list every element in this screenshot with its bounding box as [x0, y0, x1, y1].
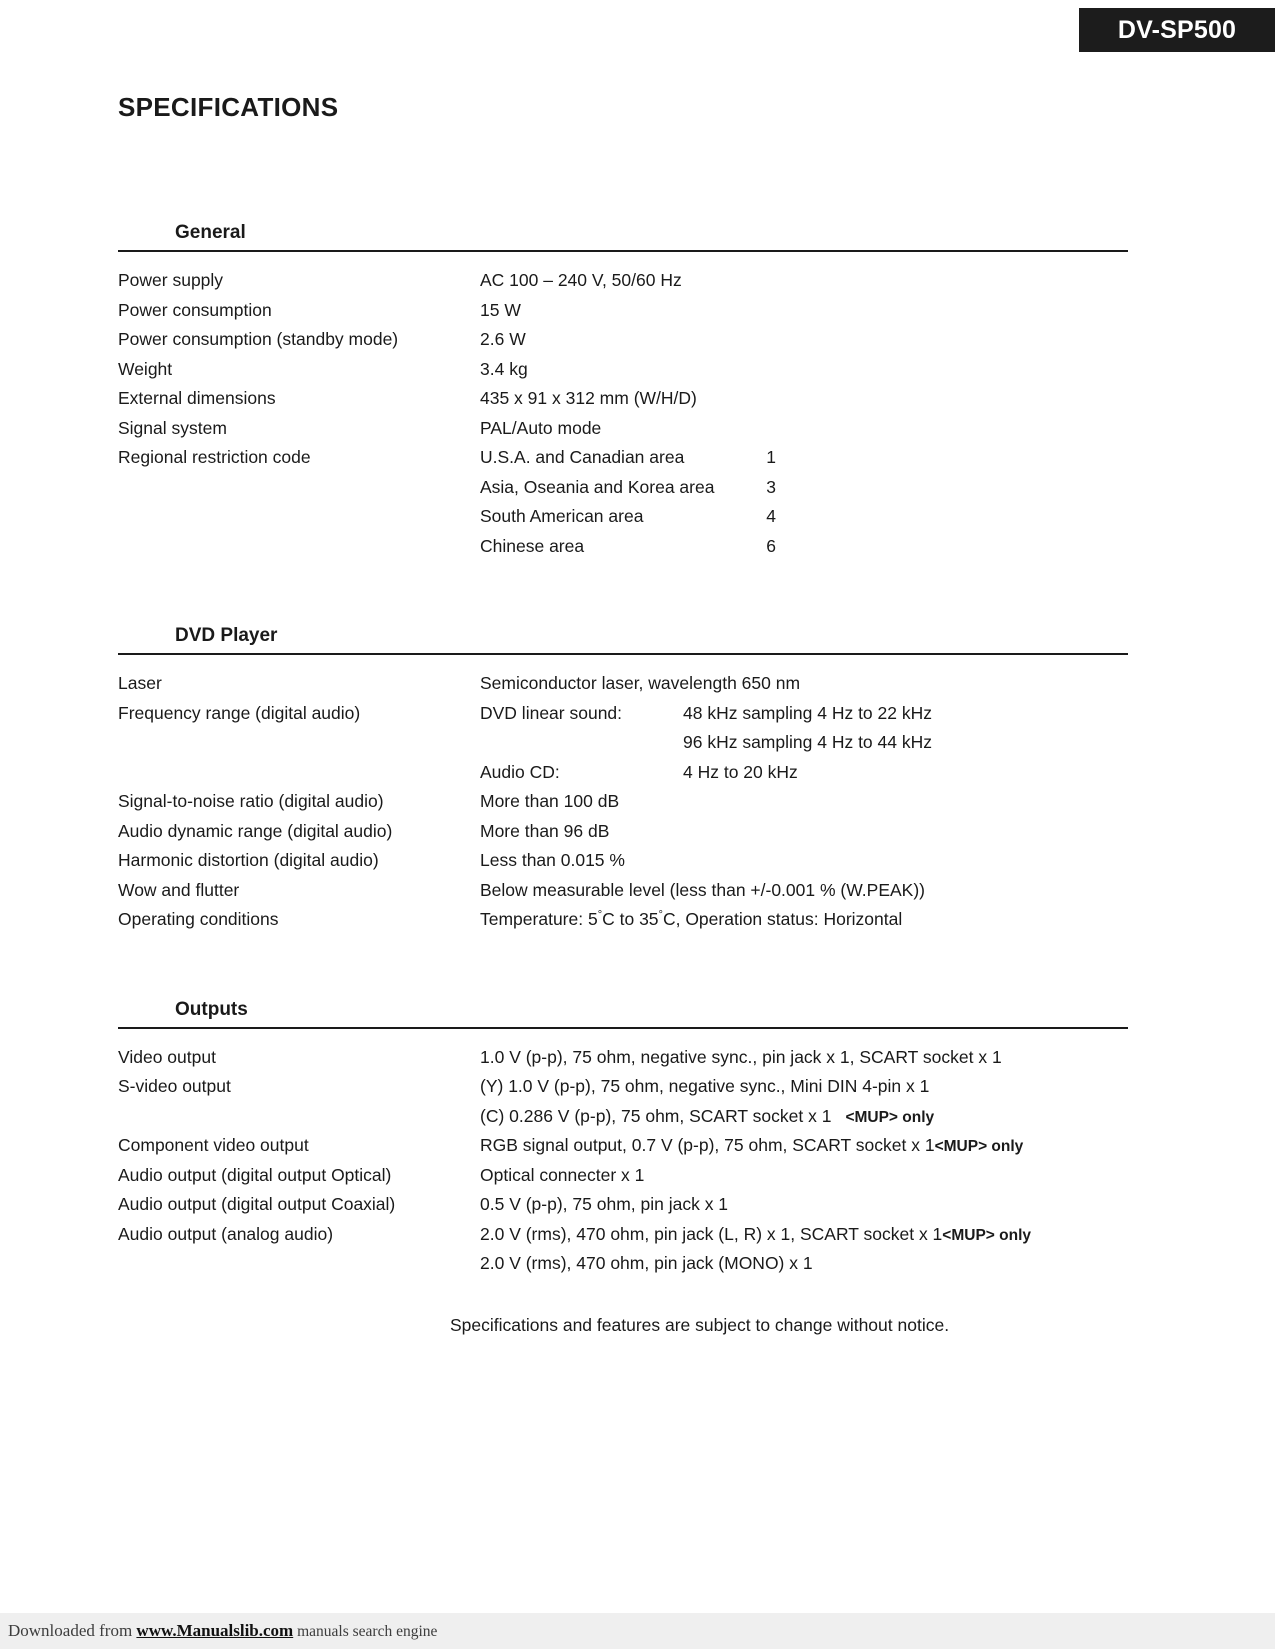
table-row [118, 302, 1128, 332]
frequency-row-dvd-2 [480, 734, 1128, 752]
spec-label: S-video output [118, 1076, 231, 1096]
model-badge: DV-SP500 [1079, 8, 1275, 52]
spec-label: Audio output (analog audio) [118, 1223, 334, 1244]
spec-label: Laser [118, 673, 162, 693]
list-item [480, 508, 1128, 526]
table-row [118, 331, 1128, 361]
spec-value-text: 2.0 V (rms), 470 ohm, pin jack (L, R) x 1, SCART socket x 1 [480, 1223, 943, 1244]
spec-label: Video output [118, 1046, 216, 1067]
section-heading-dvd-player: DVD Player [118, 625, 1128, 655]
footer-prefix: Downloaded from [8, 1621, 137, 1640]
spec-label: Frequency range (digital audio) [118, 702, 361, 723]
spec-value-frequency-block [480, 702, 1128, 794]
spec-label: Audio dynamic range (digital audio) [118, 820, 393, 841]
spec-value: AC 100 – 240 V, 50/60 Hz [480, 270, 682, 290]
spec-value: PAL/Auto mode [480, 417, 602, 438]
frequency-source-label-empty [480, 734, 683, 752]
spec-label: Wow and flutter [118, 879, 240, 900]
spec-label: Audio output (digital output Coaxial) [118, 1194, 396, 1214]
spec-value: 0.5 V (p-p), 75 ohm, pin jack x 1 [480, 1194, 729, 1214]
spec-label: Signal-to-noise ratio (digital audio) [118, 791, 384, 811]
specifications-notice: Specifications and features are subject to change without notice. [450, 1314, 950, 1335]
mup-only-badge: <MUP> only [942, 1226, 1032, 1244]
table-row [118, 705, 1128, 794]
spec-value-line: (Y) 1.0 V (p-p), 75 ohm, negative sync., Mini DIN 4-pin x 1 [480, 1076, 930, 1096]
spec-label: Component video output [118, 1135, 309, 1155]
mup-only-badge: <MUP> only [845, 1108, 935, 1126]
region-name: Asia, Oseania and Korea area [480, 476, 715, 497]
general-spec-table [118, 272, 1128, 567]
section-general [118, 222, 1128, 567]
degree-icon: ° [658, 909, 663, 922]
degree-icon: ° [597, 909, 603, 922]
region-code: 4 [766, 506, 776, 526]
table-row [118, 1167, 1128, 1197]
table-row [118, 1226, 1128, 1285]
operating-temp-suffix: C, Operation status: Horizontal [662, 909, 903, 929]
spec-label: Power consumption (standby mode) [118, 329, 399, 349]
frequency-value: 96 kHz sampling 4 Hz to 44 kHz [683, 732, 932, 752]
spec-value: More than 96 dB [480, 820, 610, 841]
operating-temp-prefix: Temperature: 5 [480, 909, 598, 929]
spec-value: More than 100 dB [480, 791, 620, 811]
spec-label: Weight [118, 358, 173, 379]
spec-label: External dimensions [118, 388, 276, 408]
table-row [118, 793, 1128, 823]
spec-value: Optical connecter x 1 [480, 1164, 645, 1185]
manualslib-link[interactable]: www.Manualslib.com [136, 1621, 294, 1640]
frequency-row-dvd [480, 702, 1128, 723]
section-spacer [118, 941, 1128, 999]
spec-label: Signal system [118, 417, 227, 438]
frequency-source-label: DVD linear sound: [480, 702, 623, 723]
spec-value-line: 2.0 V (rms), 470 ohm, pin jack (MONO) x 1 [480, 1253, 813, 1273]
spec-value-multiline [480, 1078, 1128, 1137]
footer-suffix: manuals search engine [293, 1623, 438, 1640]
dvd-player-spec-table [118, 675, 1128, 941]
frequency-value: 4 Hz to 20 kHz [683, 761, 798, 782]
spec-value: 3.4 kg [480, 358, 528, 379]
spec-value-text: (C) 0.286 V (p-p), 75 ohm, SCART socket x 1 [480, 1105, 832, 1126]
outputs-spec-table [118, 1046, 1128, 1285]
operating-temp-mid: C to 35 [602, 909, 659, 929]
spec-label: Harmonic distortion (digital audio) [118, 850, 379, 870]
table-row [118, 911, 1128, 941]
table-row [118, 1137, 1128, 1167]
spec-label: Regional restriction code [118, 447, 311, 467]
spec-label: Power consumption [118, 299, 272, 320]
frequency-source-label: Audio CD: [480, 761, 560, 782]
footer-attribution [8, 1621, 437, 1641]
section-spacer [118, 567, 1128, 625]
spec-value: Semiconductor laser, wavelength 650 nm [480, 673, 801, 693]
table-row [118, 361, 1128, 391]
section-dvd-player [118, 625, 1128, 941]
spec-value-multiline [480, 1223, 1128, 1285]
table-row [118, 823, 1128, 853]
section-outputs [118, 999, 1128, 1336]
list-item [480, 476, 1128, 497]
spec-label: Audio output (digital output Optical) [118, 1164, 392, 1185]
table-row [118, 420, 1128, 450]
frequency-value: 48 kHz sampling 4 Hz to 22 kHz [683, 702, 932, 723]
spec-value: 1.0 V (p-p), 75 ohm, negative sync., pin jack x 1, SCART socket x 1 [480, 1046, 1002, 1067]
spec-label: Power supply [118, 270, 224, 290]
spec-value-line [480, 1105, 1128, 1126]
table-row [118, 449, 1128, 567]
table-row [118, 272, 1128, 302]
table-row [118, 675, 1128, 705]
spec-value: 15 W [480, 299, 521, 320]
table-row [118, 390, 1128, 420]
specifications-content [118, 222, 1128, 1336]
section-heading-outputs: Outputs [118, 999, 1128, 1029]
region-code: 3 [766, 476, 776, 497]
region-code: 6 [766, 535, 776, 556]
list-item [480, 535, 1128, 556]
spec-value-operating-conditions [480, 911, 1128, 941]
spec-value-region-list [480, 449, 1128, 567]
spec-value: Below measurable level (less than +/-0.001 % (W.PEAK)) [480, 879, 925, 900]
spec-value-line [480, 1223, 1128, 1244]
spec-value: 435 x 91 x 312 mm (W/H/D) [480, 388, 697, 408]
table-row [118, 882, 1128, 912]
spec-value [480, 1137, 1128, 1167]
region-name: Chinese area [480, 535, 585, 556]
region-code: 1 [766, 447, 776, 467]
spec-value: 2.6 W [480, 329, 526, 349]
list-item [480, 449, 1128, 467]
spec-value-text: RGB signal output, 0.7 V (p-p), 75 ohm, SCART socket x 1 [480, 1135, 935, 1155]
region-name: U.S.A. and Canadian area [480, 447, 685, 467]
table-row [118, 1049, 1128, 1079]
page-title: SPECIFICATIONS [118, 92, 339, 122]
table-row [118, 852, 1128, 882]
table-row [118, 1078, 1128, 1137]
table-row [118, 1196, 1128, 1226]
spec-value: Less than 0.015 % [480, 850, 625, 870]
frequency-row-cd [480, 761, 1128, 782]
region-name: South American area [480, 506, 644, 526]
spec-label: Operating conditions [118, 909, 279, 929]
mup-only-badge: <MUP> only [934, 1138, 1024, 1155]
section-heading-general: General [118, 222, 1128, 252]
